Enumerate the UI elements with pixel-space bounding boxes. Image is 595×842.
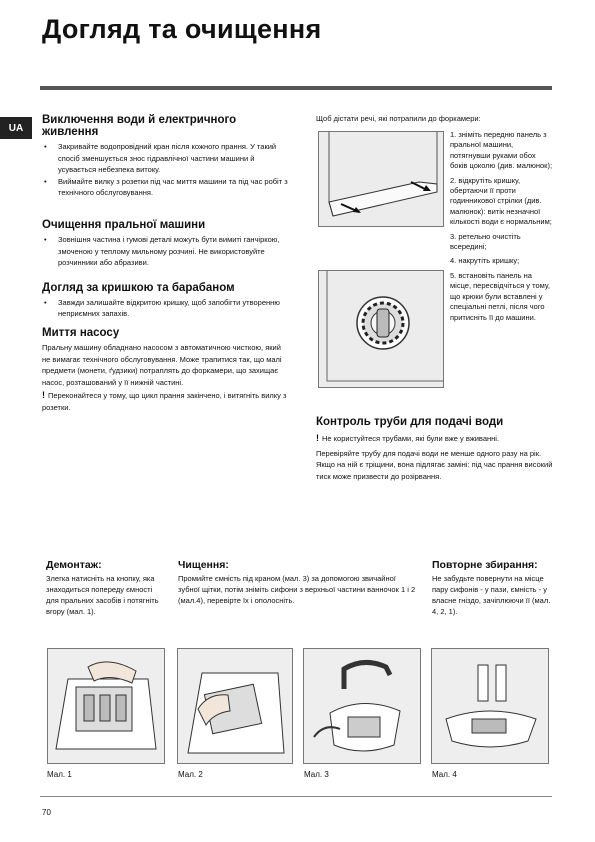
list-item: 2. відкрутіть кришку, обертаючи її проти годинникової стрілки (див. малюнок): витік незначної кількості води є нормальним; bbox=[450, 175, 552, 227]
caption-figure-2: Мал. 2 bbox=[178, 770, 203, 779]
pump-text: Пральну машину обладнано насосом з автоматичною чисткою, який не вимагає технічного обслуговування. Може трапитися так, що малі предмети (монети, ґудзики) потраплять до форкамери, що захищає насос, розташований у її нижній частині. bbox=[42, 342, 282, 387]
disassembly-block bbox=[46, 560, 162, 617]
cleaning-title: Чищення: bbox=[178, 559, 229, 571]
pump-intro: Щоб дістати речі, які потрапили до форкамери: bbox=[316, 114, 481, 123]
water-power-bullets bbox=[42, 141, 290, 199]
hose-warning-text: Не користуйтеся трубами, які були вже у вживанні. bbox=[322, 434, 500, 443]
page-number: 70 bbox=[42, 808, 51, 817]
caption-figure-1: Мал. 1 bbox=[47, 770, 72, 779]
section-title-pump: Миття насосу bbox=[42, 326, 120, 339]
figure-1 bbox=[47, 648, 165, 764]
left-column bbox=[42, 114, 290, 414]
reassembly-block bbox=[432, 560, 554, 617]
section-title-hose: Контроль труби для подачі води bbox=[316, 416, 504, 428]
warning-icon: ! bbox=[42, 390, 45, 401]
front-panel-illustration bbox=[318, 131, 444, 227]
pump-steps bbox=[450, 130, 554, 327]
figure-3 bbox=[303, 648, 421, 764]
pump-warning-text: Переконайтеся у тому, що цикл прання закінчено, і витягніть вилку з розетки. bbox=[42, 391, 287, 412]
section-title-water-power: Виключення води й електричного живлення bbox=[42, 114, 237, 138]
pump-warning bbox=[42, 390, 290, 413]
list-item: • Зовнішня частина і гумові деталі можуть бути вимиті ганчіркою, змоченою у теплому мильному розчині. Не використовуйте розчинники або абразиви. bbox=[42, 234, 290, 269]
caption-figure-4: Мал. 4 bbox=[432, 770, 457, 779]
lid-drum-bullets bbox=[42, 297, 290, 320]
list-item: • Закривайте водопровідний кран після кожного прання. У такий спосіб зменшується знос гідравлічної частини машини й усувається небезпека витоку. bbox=[42, 141, 290, 176]
caption-figure-3: Мал. 3 bbox=[304, 770, 329, 779]
list-item: • Завжди залишайте відкритою кришку, щоб запобігти утворенню неприємних запахів. bbox=[42, 297, 290, 320]
list-item: • Виймайте вилку з розетки під час миття машини та під час робіт з технічного обслуговування. bbox=[42, 176, 290, 199]
cleaning-text: Промийте ємність під краном (мал. 3) за допомогою звичайної зубної щітки, потім зніміть сифони з верхньої частини ванночок 1 і 2 (мал.4), перевірте їх і ополосніть. bbox=[178, 574, 416, 605]
list-item: 4. накрутіть кришку; bbox=[450, 256, 520, 266]
figure-4 bbox=[431, 648, 549, 764]
hose-text: Перевіряйте трубу для подачі води не менше одного разу на рік. Якщо на ній є тріщини, вона підлягає заміні: під час прання високий тиск може призвести до розірвання. bbox=[316, 448, 553, 481]
cleaning-block bbox=[178, 560, 418, 606]
footer-rule bbox=[40, 796, 552, 797]
hose-warning bbox=[316, 433, 554, 445]
cleaning-bullets bbox=[42, 234, 290, 269]
list-item: 5. встановіть панель на місце, пересвідчіться у тому, що крюки були вставлені у спеціальні петлі, після чого притисніть її до машини. bbox=[450, 270, 550, 322]
language-tab: UA bbox=[0, 117, 32, 139]
section-title-lid-drum: Догляд за кришкою та барабаном bbox=[42, 281, 235, 294]
reassembly-text: Не забудьте повернути на місце пару сифонів - у пази, ємність - у власне гніздо, зачіплюючи її (мал. 4, 2, 1). bbox=[432, 574, 551, 616]
disassembly-text: Злегка натисніть на кнопку, яка знаходиться попереду ємності для пральних засобів і потягніть вгору (мал. 1). bbox=[46, 574, 159, 616]
warning-icon: ! bbox=[316, 433, 319, 443]
pump-cover-illustration bbox=[318, 270, 444, 388]
section-title-cleaning: Очищення пральної машини bbox=[42, 218, 206, 231]
list-item: 3. ретельно очистіть всередині; bbox=[450, 231, 521, 252]
title-rule bbox=[40, 86, 552, 90]
disassembly-title: Демонтаж: bbox=[46, 559, 102, 571]
list-item: 1. зніміть передню панель з пральної машини, потягнувши руками обох боків цоколю (див. малюнок); bbox=[450, 130, 553, 171]
hose-section bbox=[316, 416, 554, 482]
reassembly-title: Повторне збирання: bbox=[432, 559, 538, 571]
page-title: Догляд та очищення bbox=[42, 14, 322, 44]
figure-2 bbox=[177, 648, 293, 764]
